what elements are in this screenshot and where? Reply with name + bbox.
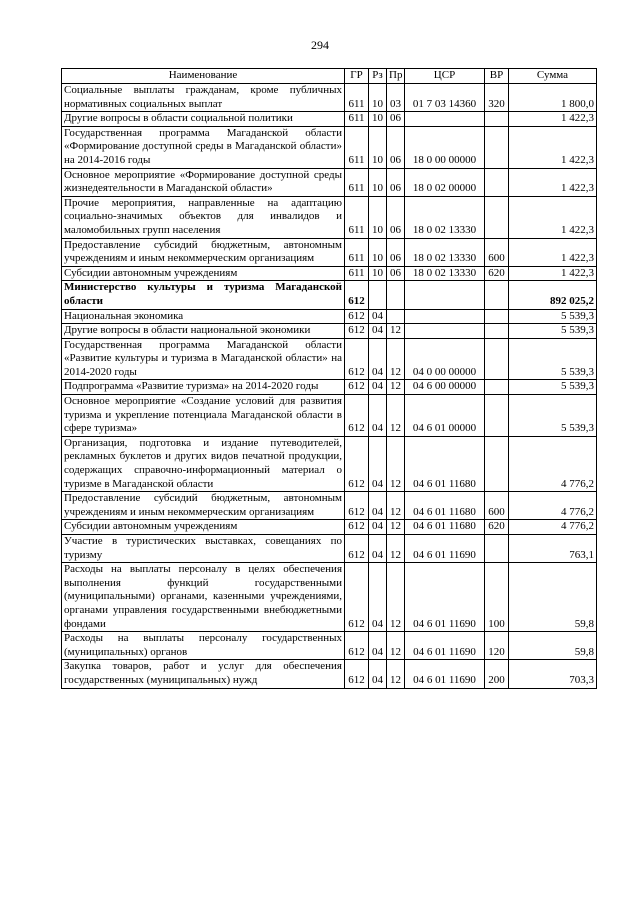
row-rz-cell: 10 xyxy=(369,266,387,281)
row-csr-cell: 18 0 02 13330 xyxy=(405,266,485,281)
row-name-cell: Другие вопросы в области национальной экономики xyxy=(62,324,345,339)
row-pr-cell: 12 xyxy=(387,632,405,660)
row-rz-cell: 04 xyxy=(369,563,387,632)
header-name: Наименование xyxy=(62,69,345,84)
row-sum-cell: 1 422,3 xyxy=(509,238,597,266)
row-csr-cell xyxy=(405,112,485,127)
table-row xyxy=(62,112,597,127)
row-rz-cell xyxy=(369,281,387,309)
row-csr-cell: 18 0 02 00000 xyxy=(405,168,485,196)
row-name-cell: Предоставление субсидий бюджетным, автономным учреждениям и иным некоммерческим организациям xyxy=(62,238,345,266)
row-sum-cell: 5 539,3 xyxy=(509,309,597,324)
row-csr-cell: 01 7 03 14360 xyxy=(405,84,485,112)
row-name-cell: Государственная программа Магаданской области «Формирование доступной среды в Магаданской области» на 2014-2016 годы xyxy=(62,126,345,168)
row-gr-cell: 612 xyxy=(345,563,369,632)
row-rz-cell: 10 xyxy=(369,168,387,196)
row-rz-cell: 10 xyxy=(369,196,387,238)
row-gr-cell: 612 xyxy=(345,281,369,309)
table-row xyxy=(62,126,597,168)
row-csr-cell: 18 0 02 13330 xyxy=(405,196,485,238)
row-sum-cell: 59,8 xyxy=(509,563,597,632)
row-csr-cell: 04 6 01 11690 xyxy=(405,660,485,688)
row-pr-cell: 12 xyxy=(387,492,405,520)
row-sum-cell: 763,1 xyxy=(509,535,597,563)
row-gr-cell: 611 xyxy=(345,168,369,196)
row-name-cell: Министерство культуры и туризма Магаданской области xyxy=(62,281,345,309)
row-gr-cell: 611 xyxy=(345,126,369,168)
row-csr-cell: 04 6 00 00000 xyxy=(405,380,485,395)
row-vr-cell: 100 xyxy=(485,563,509,632)
row-pr-cell: 12 xyxy=(387,563,405,632)
header-rz: Рз xyxy=(369,69,387,84)
row-name-cell: Субсидии автономным учреждениям xyxy=(62,266,345,281)
row-rz-cell: 04 xyxy=(369,309,387,324)
row-gr-cell: 612 xyxy=(345,632,369,660)
row-gr-cell: 612 xyxy=(345,324,369,339)
row-vr-cell xyxy=(485,338,509,380)
row-csr-cell: 04 6 01 11690 xyxy=(405,632,485,660)
row-name-cell: Основное мероприятие «Формирование доступной среды жизнедеятельности в Магаданской области» xyxy=(62,168,345,196)
page-number: 294 xyxy=(311,38,329,52)
table-row xyxy=(62,309,597,324)
header-pr: Пр xyxy=(387,69,405,84)
row-name-cell: Другие вопросы в области социальной политики xyxy=(62,112,345,127)
row-rz-cell: 04 xyxy=(369,660,387,688)
row-vr-cell xyxy=(485,309,509,324)
row-sum-cell: 1 800,0 xyxy=(509,84,597,112)
row-vr-cell xyxy=(485,436,509,491)
row-csr-cell: 18 0 02 13330 xyxy=(405,238,485,266)
row-vr-cell xyxy=(485,395,509,437)
row-rz-cell: 04 xyxy=(369,436,387,491)
row-pr-cell: 06 xyxy=(387,168,405,196)
row-csr-cell: 04 0 00 00000 xyxy=(405,338,485,380)
row-pr-cell: 12 xyxy=(387,520,405,535)
row-rz-cell: 04 xyxy=(369,492,387,520)
row-name-cell: Подпрограмма «Развитие туризма» на 2014-2020 годы xyxy=(62,380,345,395)
row-pr-cell: 12 xyxy=(387,324,405,339)
row-vr-cell xyxy=(485,196,509,238)
row-pr-cell: 06 xyxy=(387,112,405,127)
row-gr-cell: 611 xyxy=(345,112,369,127)
row-pr-cell: 12 xyxy=(387,660,405,688)
row-sum-cell: 1 422,3 xyxy=(509,266,597,281)
row-rz-cell: 10 xyxy=(369,112,387,127)
row-rz-cell: 10 xyxy=(369,84,387,112)
row-sum-cell: 4 776,2 xyxy=(509,520,597,535)
row-rz-cell: 04 xyxy=(369,380,387,395)
row-pr-cell: 06 xyxy=(387,266,405,281)
row-csr-cell xyxy=(405,281,485,309)
table-row xyxy=(62,84,597,112)
table-row xyxy=(62,563,597,632)
row-sum-cell: 1 422,3 xyxy=(509,168,597,196)
row-rz-cell: 04 xyxy=(369,520,387,535)
row-pr-cell: 06 xyxy=(387,126,405,168)
row-pr-cell xyxy=(387,281,405,309)
row-gr-cell: 611 xyxy=(345,84,369,112)
row-vr-cell: 600 xyxy=(485,238,509,266)
row-csr-cell: 04 6 01 11690 xyxy=(405,563,485,632)
row-vr-cell: 320 xyxy=(485,84,509,112)
row-name-cell: Предоставление субсидий бюджетным, автономным учреждениям и иным некоммерческим организациям xyxy=(62,492,345,520)
row-pr-cell: 12 xyxy=(387,338,405,380)
row-gr-cell: 612 xyxy=(345,660,369,688)
row-vr-cell xyxy=(485,281,509,309)
row-name-cell: Закупка товаров, работ и услуг для обеспечения государственных (муниципальных) нужд xyxy=(62,660,345,688)
row-sum-cell: 5 539,3 xyxy=(509,324,597,339)
row-name-cell: Расходы на выплаты персоналу государственных (муниципальных) органов xyxy=(62,632,345,660)
table-row xyxy=(62,324,597,339)
row-pr-cell xyxy=(387,309,405,324)
table-row xyxy=(62,395,597,437)
row-csr-cell: 04 6 01 11680 xyxy=(405,492,485,520)
row-pr-cell: 12 xyxy=(387,380,405,395)
row-sum-cell: 5 539,3 xyxy=(509,380,597,395)
row-sum-cell: 5 539,3 xyxy=(509,338,597,380)
header-vr: ВР xyxy=(485,69,509,84)
table-row xyxy=(62,380,597,395)
row-vr-cell: 200 xyxy=(485,660,509,688)
table-row xyxy=(62,266,597,281)
header-gr: ГР xyxy=(345,69,369,84)
row-vr-cell xyxy=(485,324,509,339)
row-pr-cell: 06 xyxy=(387,238,405,266)
row-pr-cell: 03 xyxy=(387,84,405,112)
table-row xyxy=(62,196,597,238)
row-sum-cell: 4 776,2 xyxy=(509,492,597,520)
row-sum-cell: 4 776,2 xyxy=(509,436,597,491)
row-gr-cell: 612 xyxy=(345,338,369,380)
row-sum-cell: 5 539,3 xyxy=(509,395,597,437)
row-rz-cell: 04 xyxy=(369,338,387,380)
row-gr-cell: 611 xyxy=(345,238,369,266)
row-gr-cell: 612 xyxy=(345,380,369,395)
row-gr-cell: 612 xyxy=(345,535,369,563)
row-gr-cell: 611 xyxy=(345,196,369,238)
row-rz-cell: 10 xyxy=(369,238,387,266)
row-sum-cell: 1 422,3 xyxy=(509,126,597,168)
row-rz-cell: 04 xyxy=(369,395,387,437)
table-row xyxy=(62,281,597,309)
row-rz-cell: 04 xyxy=(369,324,387,339)
row-vr-cell xyxy=(485,535,509,563)
row-csr-cell: 18 0 00 00000 xyxy=(405,126,485,168)
row-csr-cell xyxy=(405,309,485,324)
row-vr-cell xyxy=(485,380,509,395)
row-name-cell: Участие в туристических выставках, совещаниях по туризму xyxy=(62,535,345,563)
row-pr-cell: 12 xyxy=(387,535,405,563)
table-row xyxy=(62,436,597,491)
row-pr-cell: 06 xyxy=(387,196,405,238)
table-row xyxy=(62,535,597,563)
table-row xyxy=(62,520,597,535)
row-csr-cell: 04 6 01 11680 xyxy=(405,436,485,491)
table-row xyxy=(62,660,597,688)
row-pr-cell: 12 xyxy=(387,395,405,437)
row-sum-cell: 1 422,3 xyxy=(509,112,597,127)
row-name-cell: Субсидии автономным учреждениям xyxy=(62,520,345,535)
row-gr-cell: 612 xyxy=(345,309,369,324)
row-gr-cell: 612 xyxy=(345,395,369,437)
row-csr-cell xyxy=(405,324,485,339)
row-sum-cell: 892 025,2 xyxy=(509,281,597,309)
row-gr-cell: 612 xyxy=(345,492,369,520)
row-vr-cell: 600 xyxy=(485,492,509,520)
table-row xyxy=(62,238,597,266)
table-row xyxy=(62,168,597,196)
row-name-cell: Национальная экономика xyxy=(62,309,345,324)
row-vr-cell: 620 xyxy=(485,266,509,281)
table-row xyxy=(62,338,597,380)
table-row xyxy=(62,632,597,660)
row-vr-cell xyxy=(485,168,509,196)
row-csr-cell: 04 6 01 00000 xyxy=(405,395,485,437)
table-row xyxy=(62,492,597,520)
row-vr-cell xyxy=(485,126,509,168)
row-vr-cell: 620 xyxy=(485,520,509,535)
row-name-cell: Основное мероприятие «Создание условий для развития туризма и укрепление потенциала Магаданской области в сфере туризма» xyxy=(62,395,345,437)
budget-table xyxy=(61,68,597,689)
row-sum-cell: 703,3 xyxy=(509,660,597,688)
row-name-cell: Организация, подготовка и издание путеводителей, рекламных буклетов и других видов печатной продукции, содержащих справочно-информационный материал о туризме в Магаданской области xyxy=(62,436,345,491)
header-sum: Сумма xyxy=(509,69,597,84)
row-gr-cell: 612 xyxy=(345,436,369,491)
row-sum-cell: 59,8 xyxy=(509,632,597,660)
row-name-cell: Государственная программа Магаданской области «Развитие культуры и туризма в Магаданской области» на 2014-2020 годы xyxy=(62,338,345,380)
row-pr-cell: 12 xyxy=(387,436,405,491)
row-vr-cell: 120 xyxy=(485,632,509,660)
row-name-cell: Социальные выплаты гражданам, кроме публичных нормативных социальных выплат xyxy=(62,84,345,112)
row-gr-cell: 611 xyxy=(345,266,369,281)
row-csr-cell: 04 6 01 11690 xyxy=(405,535,485,563)
row-rz-cell: 10 xyxy=(369,126,387,168)
row-csr-cell: 04 6 01 11680 xyxy=(405,520,485,535)
row-vr-cell xyxy=(485,112,509,127)
header-csr: ЦСР xyxy=(405,69,485,84)
row-name-cell: Прочие мероприятия, направленные на адаптацию социально-значимых объектов для инвалидов и маломобильных групп населения xyxy=(62,196,345,238)
table-header-row xyxy=(62,69,597,84)
row-gr-cell: 612 xyxy=(345,520,369,535)
row-rz-cell: 04 xyxy=(369,535,387,563)
row-rz-cell: 04 xyxy=(369,632,387,660)
row-sum-cell: 1 422,3 xyxy=(509,196,597,238)
row-name-cell: Расходы на выплаты персоналу в целях обеспечения выполнения функций государственными (муниципальными) органами, казенными учреждениями, органами управления государственными внебюджетными фондами xyxy=(62,563,345,632)
